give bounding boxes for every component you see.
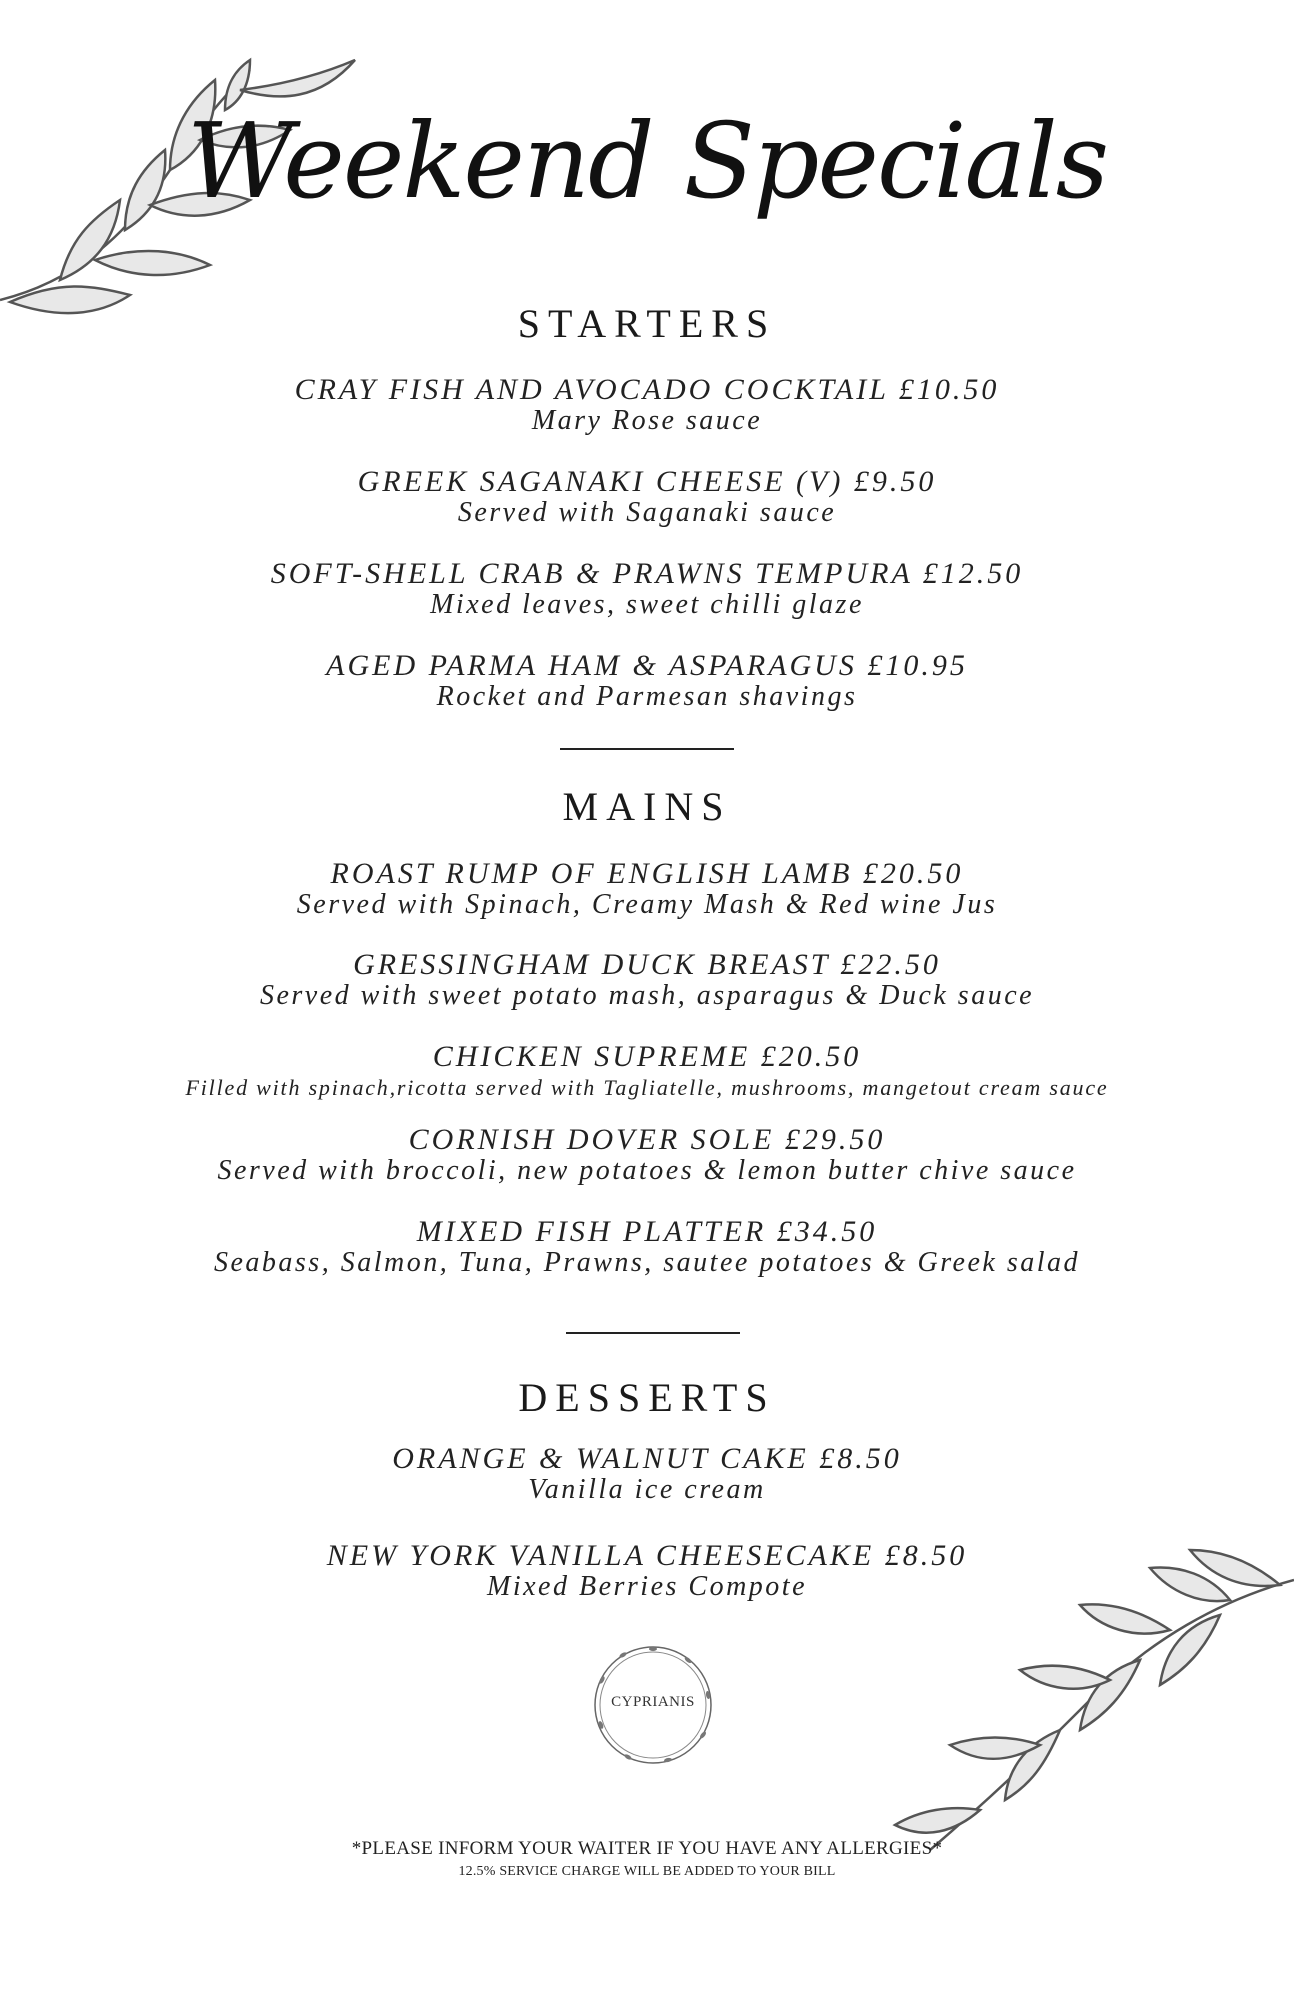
item-description: Vanilla ice cream — [528, 1474, 766, 1505]
item-name: ORANGE & WALNUT CAKE £8.50 — [392, 1442, 902, 1475]
item-description: Served with broccoli, new potatoes & lemon butter chive sauce — [217, 1155, 1077, 1186]
item-name: SOFT-SHELL CRAB & PRAWNS TEMPURA £12.50 — [270, 557, 1024, 590]
item-name: CORNISH DOVER SOLE £29.50 — [408, 1123, 886, 1156]
menu-item — [0, 858, 1294, 920]
item-name: GREEK SAGANAKI CHEESE (V) £9.50 — [357, 465, 937, 498]
item-name: NEW YORK VANILLA CHEESECAKE £8.50 — [326, 1539, 968, 1572]
logo-text: CYPRIANIS — [611, 1694, 695, 1710]
menu-item — [0, 558, 1294, 620]
menu-item — [0, 466, 1294, 528]
item-description: Served with Spinach, Creamy Mash & Red wine Jus — [296, 889, 998, 920]
item-description: Mary Rose sauce — [531, 405, 763, 436]
section-heading-starters: STARTERS — [517, 301, 777, 346]
menu-item — [0, 1540, 1294, 1602]
menu-item — [0, 1124, 1294, 1186]
item-name: GRESSINGHAM DUCK BREAST £22.50 — [353, 948, 941, 981]
item-name: CRAY FISH AND AVOCADO COCKTAIL £10.50 — [294, 373, 1000, 406]
menu-item — [0, 1216, 1294, 1278]
page-title: Weekend Specials — [186, 100, 1108, 222]
menu-item — [0, 949, 1294, 1011]
allergy-notice: *PLEASE INFORM YOUR WAITER IF YOU HAVE ANY ALLERGIES* — [351, 1838, 943, 1859]
section-divider — [560, 748, 734, 750]
restaurant-logo — [588, 1640, 718, 1770]
item-name: CHICKEN SUPREME £20.50 — [432, 1040, 862, 1073]
menu-item — [0, 1041, 1294, 1103]
item-description: Mixed leaves, sweet chilli glaze — [430, 589, 864, 620]
item-description: Mixed Berries Compote — [487, 1571, 807, 1602]
menu-item — [0, 1443, 1294, 1505]
item-description: Rocket and Parmesan shavings — [436, 681, 858, 712]
section-divider — [566, 1332, 740, 1334]
item-description: Served with sweet potato mash, asparagus & Duck sauce — [259, 980, 1035, 1011]
section-heading-mains: MAINS — [562, 784, 732, 829]
item-description: Served with Saganaki sauce — [457, 497, 837, 528]
item-description: Seabass, Salmon, Tuna, Prawns, sautee potatoes & Greek salad — [213, 1247, 1081, 1278]
menu-item — [0, 650, 1294, 712]
item-description: Filled with spinach,ricotta served with Tagliatelle, mushrooms, mangetout cream sauce — [185, 1075, 1109, 1100]
section-heading-desserts: DESSERTS — [518, 1375, 776, 1420]
item-name: AGED PARMA HAM & ASPARAGUS £10.95 — [326, 649, 968, 682]
service-charge-notice: 12.5% SERVICE CHARGE WILL BE ADDED TO YOUR BILL — [458, 1864, 836, 1879]
item-name: MIXED FISH PLATTER £34.50 — [416, 1215, 878, 1248]
item-name: ROAST RUMP OF ENGLISH LAMB £20.50 — [330, 857, 964, 890]
menu-item — [0, 374, 1294, 436]
